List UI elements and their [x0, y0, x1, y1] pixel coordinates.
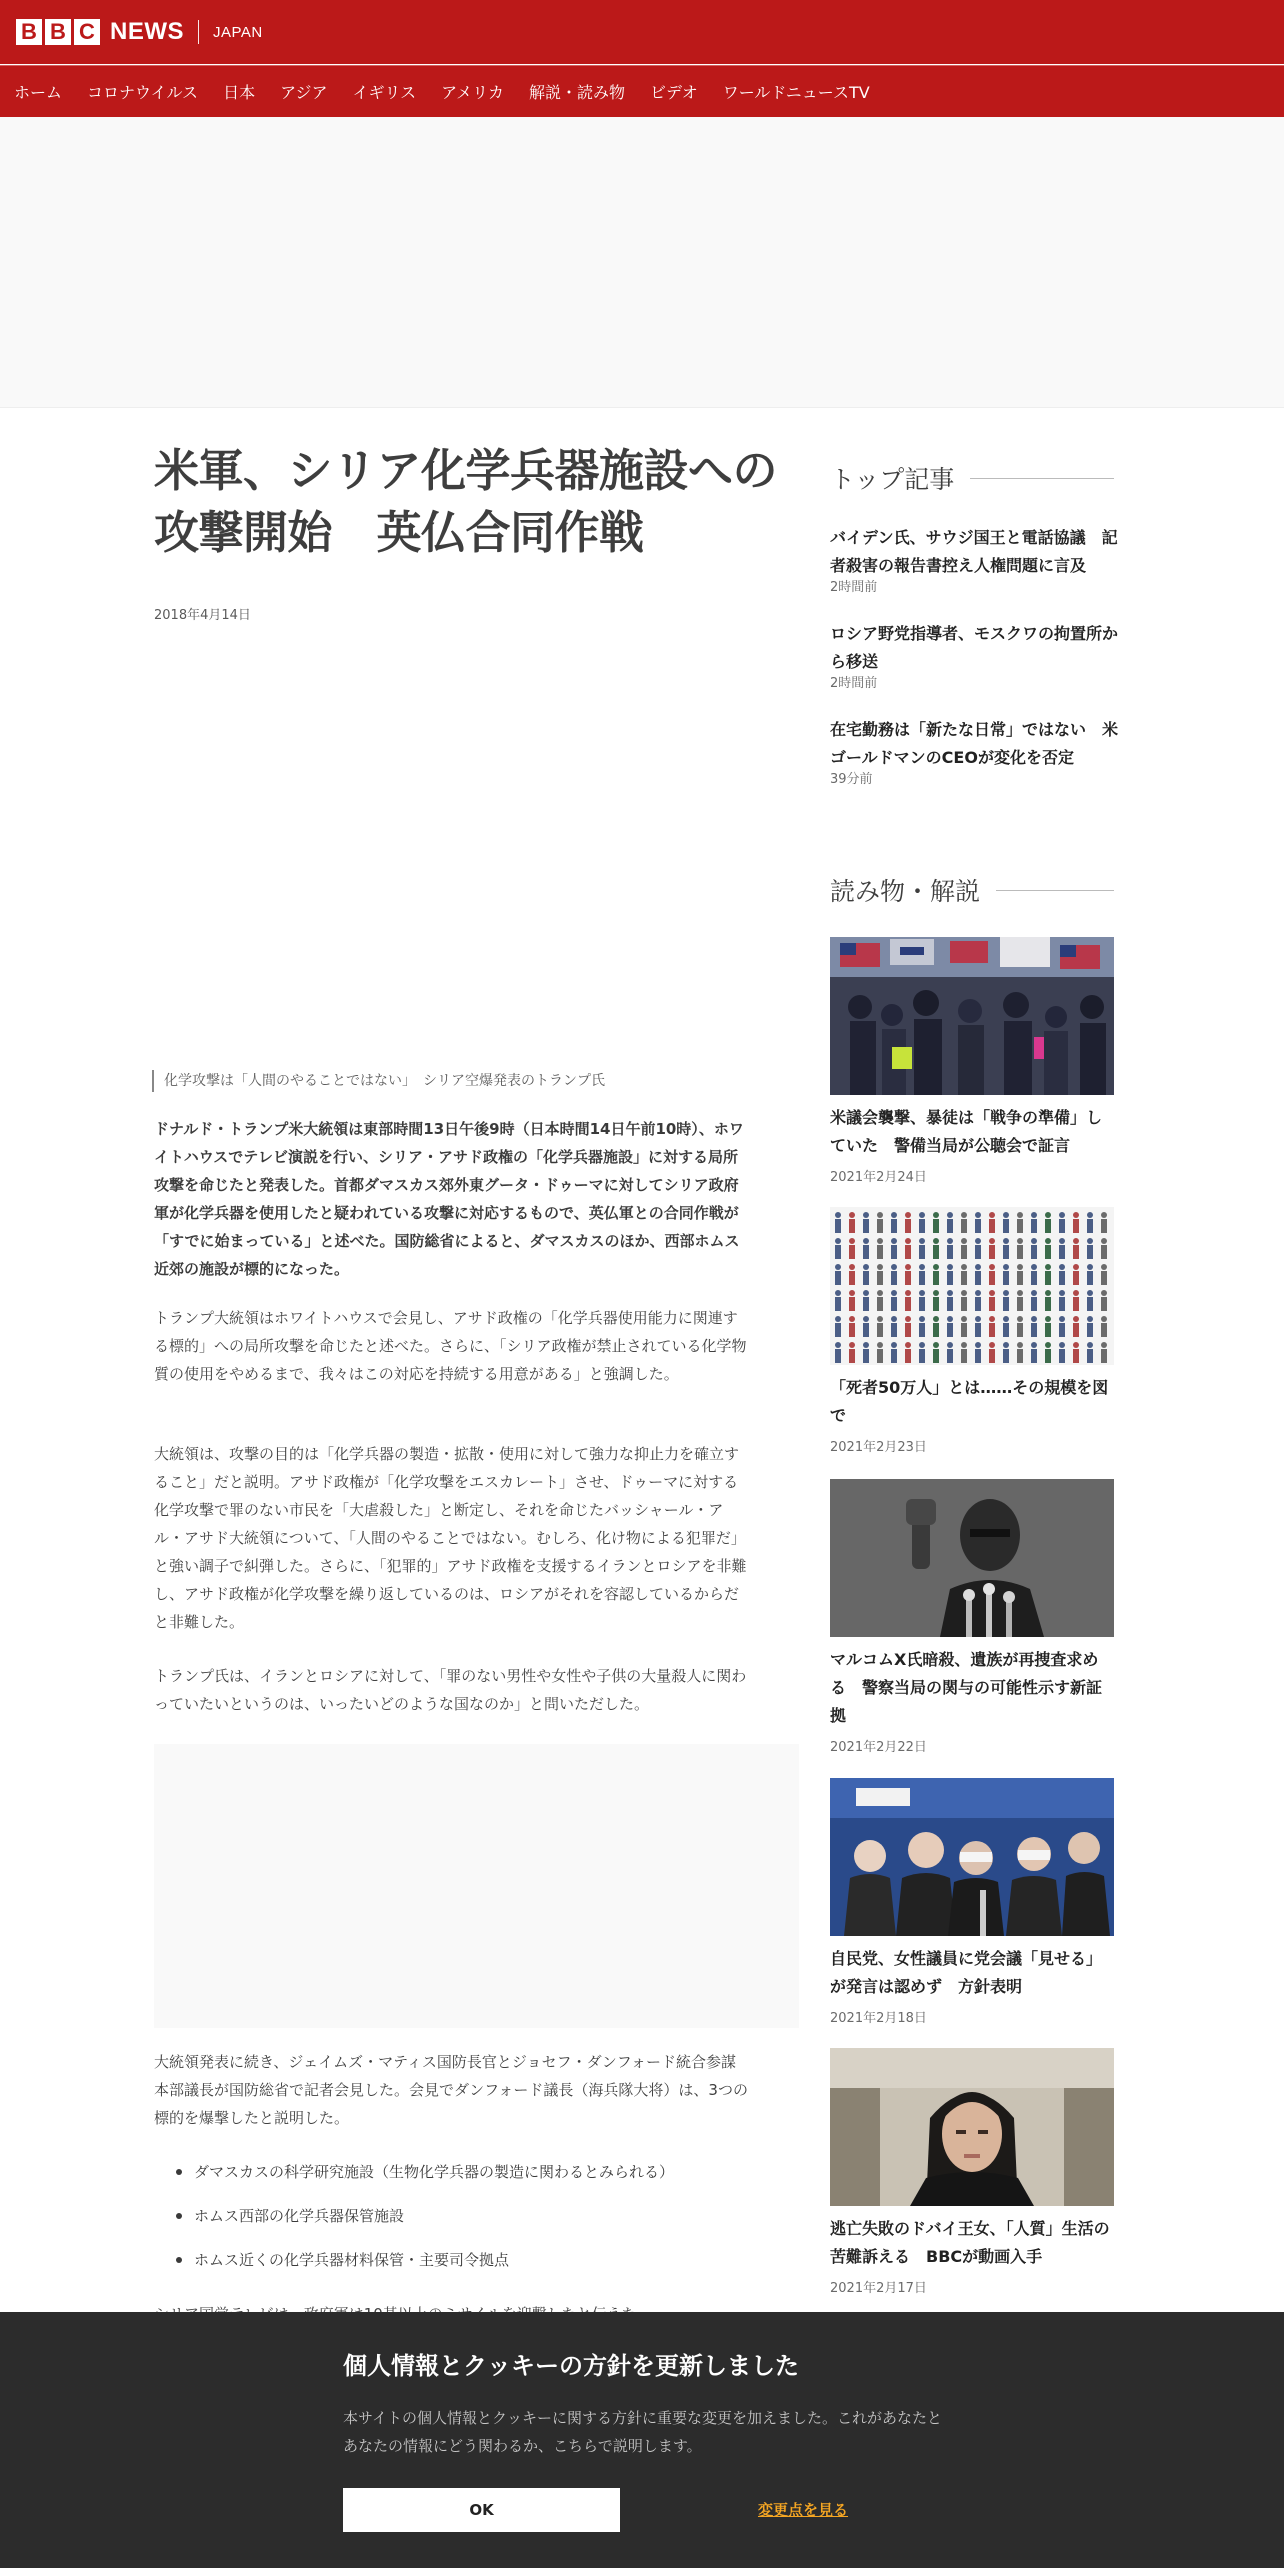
logo-block: B [45, 19, 71, 45]
feature-title[interactable]: 「死者50万人」とは……その規模を図で [830, 1378, 1109, 1425]
list-item: ホムス近くの化学兵器材料保管・主要司令拠点 [176, 2246, 796, 2274]
section-divider [970, 478, 1114, 479]
cookie-title: 個人情報とクッキーの方針を更新しました [343, 2352, 799, 2380]
feature-date: 2021年2月24日 [830, 1170, 927, 1185]
nav-item-japan[interactable]: 日本 [223, 83, 256, 102]
top-story-time: 2時間前 [830, 580, 878, 595]
nav-item-world-news-tv[interactable]: ワールドニュースTV [722, 83, 870, 102]
feature-title[interactable]: 自民党、女性議員に党会議「見せる」が発言は認めず 方針表明 [830, 1949, 1103, 1996]
top-story-item[interactable] [830, 620, 1120, 692]
top-story-title[interactable]: バイデン氏、サウジ国王と電話協議 記者殺害の報告書控え人権問題に言及 [830, 528, 1118, 575]
top-stories-title: トップ記事 [830, 465, 955, 494]
cookie-description: 本サイトの個人情報とクッキーに関する方針に重要な変更を加えました。これがあなたとあなたの情報にどう関わるか、こちらで説明します。 [343, 2409, 942, 2455]
article-headline: 米軍、シリア化学兵器施設への攻撃開始 英仏合同作戦 [154, 444, 778, 559]
masthead [0, 0, 1284, 64]
feature-item[interactable] [830, 2048, 1114, 2296]
article-paragraph: トランプ大統領はホワイトハウスで会見し、アサド政権の「化学兵器使用能力に関連する標的」への局所攻撃を命じたと述べた。さらに、「シリア政権が禁止されている化学物質の使用をやめるまで、我々はこの対応を持続する用意がある」と強調した。 [154, 1309, 747, 1383]
top-story-item[interactable] [830, 524, 1120, 596]
list-item: ダマスカスの科学研究施設（生物化学兵器の製造に関わるとみられる） [176, 2158, 796, 2186]
nav-item-home[interactable]: ホーム [14, 83, 63, 102]
nav-item-coronavirus[interactable]: コロナウイルス [87, 83, 199, 102]
cookie-banner [0, 2312, 1284, 2568]
top-stories-header [830, 460, 1114, 496]
feature-item[interactable] [830, 1479, 1114, 1755]
edition-label[interactable]: JAPAN [213, 23, 263, 41]
cookie-ok-button[interactable]: OK [343, 2488, 620, 2532]
feature-date: 2021年2月17日 [830, 2281, 927, 2296]
feature-title[interactable]: 逃亡失敗のドバイ王女、「人質」生活の苦難訴える BBCが動画入手 [830, 2219, 1110, 2266]
feature-item[interactable] [830, 1207, 1114, 1455]
nav-item-uk[interactable]: イギリス [352, 83, 417, 102]
feature-title[interactable]: マルコムX氏暗殺、遺族が再捜査求める 警察当局の関与の可能性示す新証拠 [830, 1650, 1103, 1725]
news-wordmark[interactable]: NEWS [110, 18, 184, 45]
logo-block: B [16, 19, 42, 45]
feature-title[interactable]: 米議会襲撃、暴徒は「戦争の準備」していた 警備当局が公聴会で証言 [830, 1108, 1103, 1155]
list-item: ホムス西部の化学兵器保管施設 [176, 2202, 796, 2230]
feature-item[interactable] [830, 1778, 1114, 2026]
nav-item-asia[interactable]: アジア [280, 83, 328, 102]
article-lead: ドナルド・トランプ米大統領は東部時間13日午後9時（日本時間14日午前10時）、ホワイトハウスでテレビ演説を行い、シリア・アサド政権の「化学兵器施設」に対する局所攻撃を命じたと発表した。首都ダマスカス郊外東グータ・ドゥーマに対してシリア政府軍が化学兵器を使用したと疑われている攻撃に対応するもので、英仏軍との合同作戦が「すでに始まっている」と述べた。国防総省によると、ダマスカスのほか、西部ホムス近郊の施設が標的になった。 [154, 1120, 744, 1278]
feature-date: 2021年2月18日 [830, 2011, 927, 2026]
top-story-title[interactable]: 在宅勤務は「新たな日常」ではない 米ゴールドマンのCEOが変化を否定 [830, 720, 1119, 767]
nav-item-video[interactable]: ビデオ [650, 83, 698, 102]
nav-item-us[interactable]: アメリカ [441, 83, 505, 102]
inline-ad-slot [154, 1744, 799, 2028]
bbc-logo[interactable] [16, 19, 100, 45]
top-story-item[interactable] [830, 716, 1120, 788]
video-still-photo-icon[interactable] [830, 2048, 1114, 2206]
top-ad-slot [0, 117, 1284, 408]
target-list [176, 2158, 796, 2290]
top-story-title[interactable]: ロシア野党指導者、モスクワの拘置所から移送 [830, 624, 1119, 671]
features-header [830, 872, 1114, 908]
feature-item[interactable] [830, 937, 1114, 1185]
features-title: 読み物・解説 [830, 877, 981, 906]
section-divider [996, 890, 1114, 891]
video-caption: 化学攻撃は「人間のやることではない」 シリア空爆発表のトランプ氏 [152, 1070, 605, 1092]
portrait-photo-icon[interactable] [830, 1479, 1114, 1637]
top-story-time: 2時間前 [830, 676, 878, 691]
feature-date: 2021年2月22日 [830, 1740, 927, 1755]
crowd-photo-icon[interactable] [830, 937, 1114, 1095]
people-grid-graphic-icon[interactable] [830, 1207, 1114, 1365]
view-changes-link[interactable]: 変更点を見る [758, 2501, 849, 2519]
article-paragraph: 大統領発表に続き、ジェイムズ・マティス国防長官とジョセフ・ダンフォード統合参謀本部議長が国防総省で記者会見した。会見でダンフォード議長（海兵隊大将）は、3つの標的を爆撃したと説明した。 [154, 2053, 748, 2127]
article-paragraph: トランプ氏は、イランとロシアに対して、「罪のない男性や女性や子供の大量殺人に関わっていたいというのは、いったいどのような国なのか」と問いただした。 [154, 1667, 747, 1713]
article-date: 2018年4月14日 [154, 608, 251, 623]
main-nav [0, 65, 1284, 117]
nav-item-features[interactable]: 解説・読み物 [529, 83, 626, 102]
press-conference-photo-icon[interactable] [830, 1778, 1114, 1936]
feature-date: 2021年2月23日 [830, 1440, 927, 1455]
brand-divider [198, 20, 199, 44]
article-paragraph: 大統領は、攻撃の目的は「化学兵器の製造・拡散・使用に対して強力な抑止力を確立すること」だと説明。アサド政権が「化学攻撃をエスカレート」させ、ドゥーマに対する化学攻撃で罪のない市民を「大虐殺した」と断定し、それを命じたバッシャール・アル・アサド大統領について、「人間のやることではない。むしろ、化け物による犯罪だ」と強い調子で糾弾した。さらに、「犯罪的」アサド政権を支援するイランとロシアを非難し、アサド政権が化学攻撃を繰り返しているのは、ロシアがそれを容認しているからだと非難した。 [154, 1445, 747, 1631]
logo-block: C [74, 19, 100, 45]
top-story-time: 39分前 [830, 772, 873, 787]
